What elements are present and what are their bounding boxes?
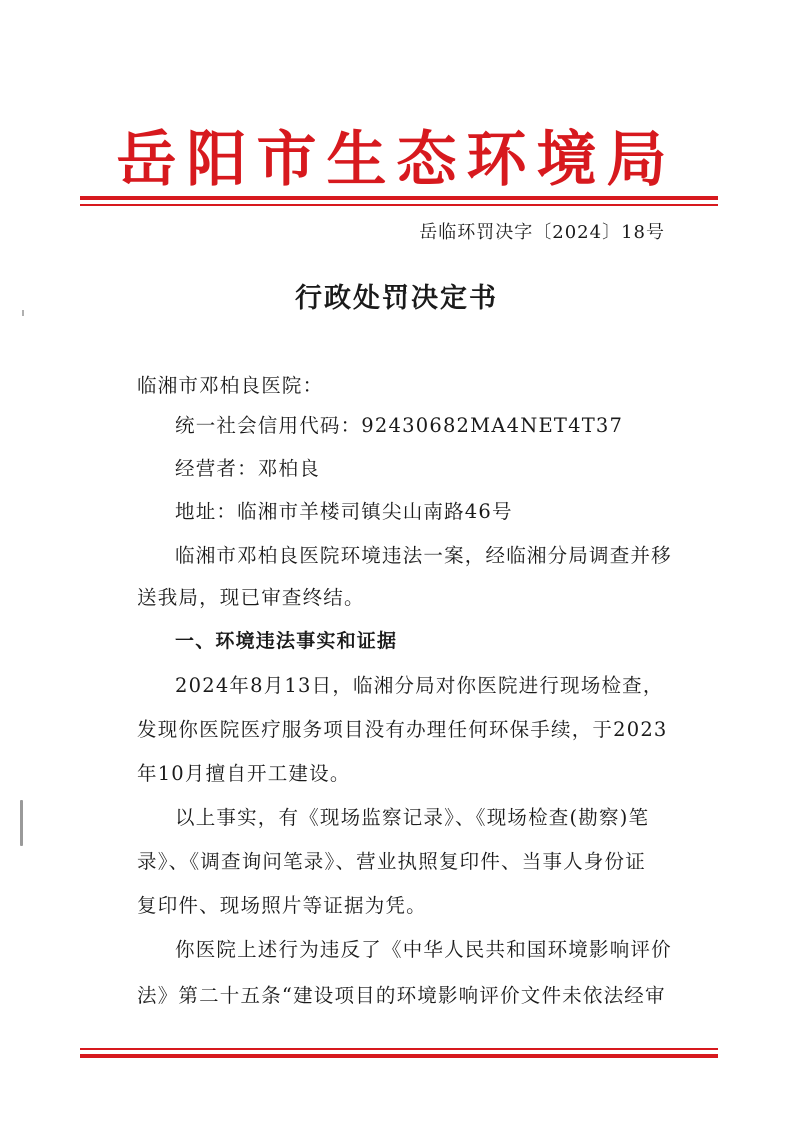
recipient-line: 临湘市邓柏良医院： xyxy=(137,374,324,397)
paragraph-line: 临湘市邓柏良医院环境违法一案，经临湘分局调查并移 xyxy=(175,544,672,567)
paragraph-line: 法》第二十五条“建设项目的环境影响评价文件未依法经审 xyxy=(137,984,666,1007)
paragraph-line: 录》、《调查询问笔录》、营业执照复印件、当事人身份证 xyxy=(137,850,646,873)
paragraph-line: 以上事实，有《现场监察记录》、《现场检查(勘察)笔 xyxy=(175,806,650,829)
agency-header-title: 岳阳市生态环境局 xyxy=(116,125,677,195)
operator-line: 经营者：邓柏良 xyxy=(175,457,320,480)
section-heading: 一、环境违法事实和证据 xyxy=(175,630,398,652)
paragraph-line: 你医院上述行为违反了《中华人民共和国环境影响评价 xyxy=(175,938,672,961)
scan-artifact xyxy=(20,800,23,846)
paragraph-line: 送我局，现已审查终结。 xyxy=(137,586,365,609)
header-divider-thick xyxy=(80,196,718,200)
document-title: 行政处罚决定书 xyxy=(295,283,498,314)
paragraph-line: 2024年8月13日，临湘分局对你医院进行现场检查， xyxy=(175,674,664,697)
paragraph-line: 年10月擅自开工建设。 xyxy=(137,762,351,785)
footer-divider-thick xyxy=(80,1054,718,1058)
header-divider-thin xyxy=(80,204,718,206)
address-line: 地址：临湘市羊楼司镇尖山南路46号 xyxy=(175,500,513,523)
paragraph-line: 复印件、现场照片等证据为凭。 xyxy=(137,894,427,917)
footer-divider-thin xyxy=(80,1048,718,1050)
paragraph-line: 发现你医院医疗服务项目没有办理任何环保手续，于2023 xyxy=(137,718,668,741)
credit-code-line: 统一社会信用代码：92430682MA4NET4T37 xyxy=(175,414,624,437)
document-number: 岳临环罚决字〔2024〕18号 xyxy=(419,222,665,243)
scan-artifact xyxy=(22,310,24,316)
